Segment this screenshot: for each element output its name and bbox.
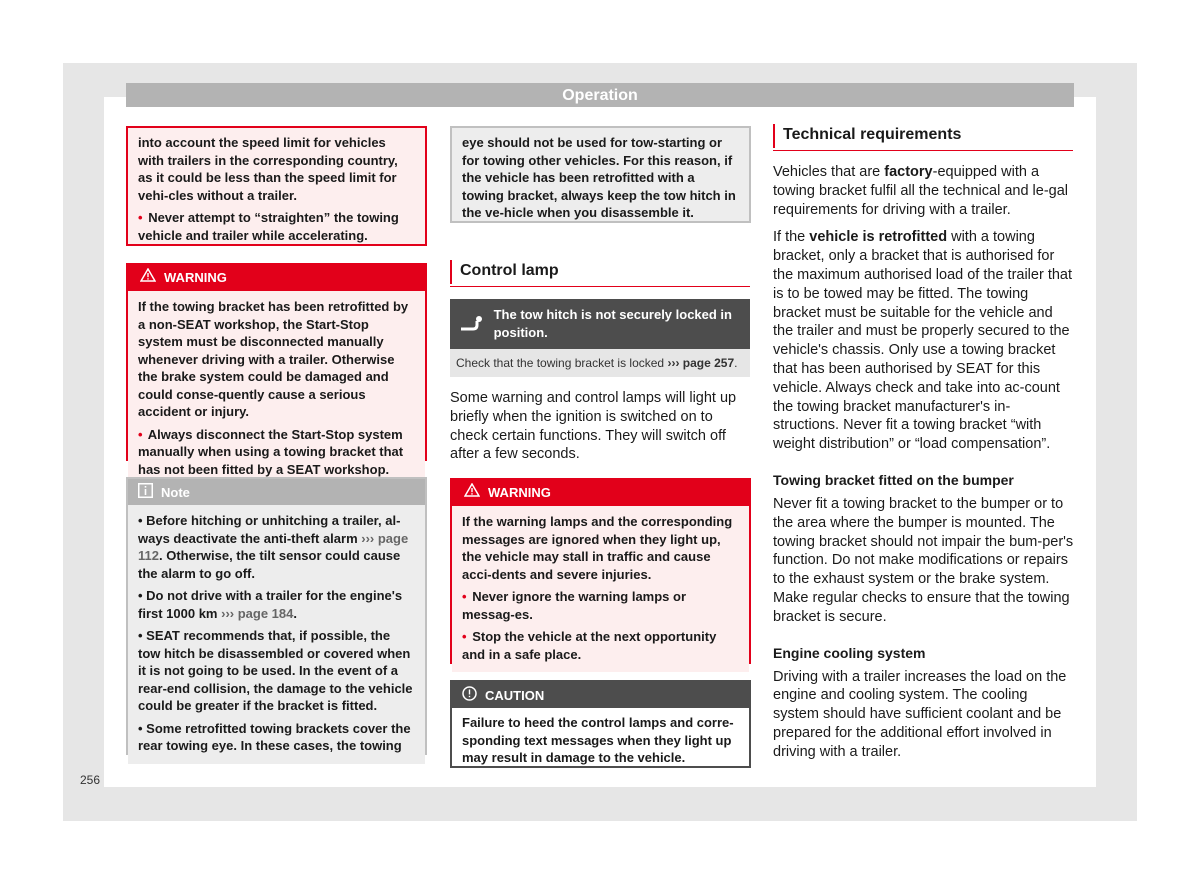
control-lamp-section <box>450 260 750 287</box>
lamp-row <box>450 299 750 349</box>
caution-circle-icon <box>462 686 477 704</box>
bullet-icon: • <box>462 589 467 604</box>
warning-bullet: • Never attempt to “straighten” the towing vehicle and trailer while accelerating. <box>138 210 399 243</box>
warning-continued-text: into account the speed limit for vehicles with trailers in the corresponding country, as it could be less than the speed limit for vehi-cles without a trailer. <box>138 135 398 203</box>
lamp-action-row: Check that the towing bracket is locked ››› page 257. <box>450 349 750 377</box>
section-rule <box>450 286 750 287</box>
warning-bullet: • Always disconnect the Start-Stop system manually when using a towing bracket that has not been fitted by a SEAT workshop. <box>138 426 404 477</box>
body-paragraph: Some warning and control lamps will light up briefly when the ignition is switched on to check certain functions. They will switch off after a few seconds. <box>450 390 737 463</box>
warning-triangle-icon <box>140 265 156 291</box>
tow-hitch-lamp-icon <box>450 315 494 333</box>
caution-title: CAUTION <box>485 687 545 703</box>
continued-warning-box <box>126 126 427 246</box>
note-box <box>126 477 427 755</box>
note-bullet: • SEAT recommends that, if possible, the tow hitch be disassembled or covered when it is not going to be used. In the event of a rear-end collision, the damage to the vehicle could be greater if the bracket is fitted. <box>138 628 413 713</box>
page-link[interactable]: ››› page 184 <box>221 605 294 621</box>
chapter-header: Operation <box>126 83 1074 107</box>
warning-box <box>450 478 751 664</box>
body-paragraph: Driving with a trailer increases the load on the engine and cooling system. The cooling system should have sufficient coolant and be prepared for the additional effort involved in driving with a trailer. <box>773 668 1067 760</box>
info-icon <box>138 483 153 501</box>
warning-header <box>452 480 749 506</box>
bullet-icon: • <box>462 629 467 644</box>
body-paragraph: Never fit a towing bracket to the bumper or to the area where the bumper is mounted. The towing bracket should not impair the bum-per's function. Do not make modifications or repairs to the exhaust system or the brake system. Make regular checks to ensure that the towing bracket is secure. <box>773 495 1074 625</box>
page-number: 256 <box>80 773 101 787</box>
continued-note-box <box>450 126 751 223</box>
section-rule <box>773 150 1073 151</box>
note-bullet: • Before hitching or unhitching a trailer, al-ways deactivate the anti-theft alarm ››› page 112. Otherwise, the tilt sensor could cause the alarm to go off. <box>138 513 409 581</box>
caution-header <box>452 682 749 708</box>
note-title: Note <box>161 484 190 500</box>
warning-bullet: • Stop the vehicle at the next opportunity and in a safe place. <box>462 629 717 662</box>
warning-box <box>126 263 427 477</box>
caution-text: Failure to heed the control lamps and corre-sponding text messages when they light up may result in damage to the vehicle. <box>462 715 734 765</box>
subheading: Towing bracket fitted on the bumper <box>773 471 1014 488</box>
warning-text: If the towing bracket has been retrofitted by a non-SEAT workshop, the Start-Stop system must be disconnected manually whenever driving with a trailer. Otherwise the brake system could be damaged and could conse-quently cause a serious accident or injury. <box>138 299 409 419</box>
warning-text: If the warning lamps and the corresponding messages are ignored when they light up, the vehicle may stall in traffic and cause acci-dents and severe injuries. <box>462 514 733 582</box>
caution-box <box>450 680 751 768</box>
warning-header <box>128 265 425 291</box>
technical-requirements-section <box>773 124 1073 151</box>
page-link[interactable]: ››› page 112 <box>138 530 409 563</box>
note-header <box>128 479 425 505</box>
warning-title: WARNING <box>164 270 227 285</box>
body-paragraph: Vehicles that are factory-equipped with a towing bracket fulfil all the technical and le-gal requirements for driving with a trailer. <box>773 164 1068 218</box>
section-title: Technical requirements <box>773 124 1073 148</box>
note-continued-text: eye should not be used for tow-starting or for towing other vehicles. For this reason, if the vehicle has been retrofitted with a towing bracket, always keep the tow hitch in the ve-hicle when you disassemble it. <box>462 135 736 220</box>
section-title: Control lamp <box>450 260 750 284</box>
bullet-icon: • <box>138 210 143 225</box>
technical-requirements-body <box>773 163 1076 762</box>
warning-bullet: • Never ignore the warning lamps or messag-es. <box>462 589 687 622</box>
note-bullet: • Do not drive with a trailer for the engine's first 1000 km ››› page 184. <box>138 588 403 621</box>
subheading: Engine cooling system <box>773 644 926 661</box>
lamp-message: The tow hitch is not securely locked in position. <box>493 307 732 340</box>
note-bullet: • Some retrofitted towing brackets cover the rear towing eye. In these cases, the towing <box>138 720 411 753</box>
warning-triangle-icon <box>464 480 480 506</box>
page-link[interactable]: ››› page 257 <box>667 356 735 370</box>
bullet-icon: • <box>138 426 143 442</box>
body-paragraph: If the vehicle is retrofitted with a towing bracket, only a bracket that is authorised for the maximum authorised load of the trailer that is to be towed may be fitted. The towing bracket must be suitable for the vehicle and the trailer and must be properly secured to the vehicle's chassis. Only use a towing bracket that has been authorised by SEAT for this vehicle. Always check and take into ac-count the towing bracket manufacturer's in-structions. Never fit a towing bracket “with weight distribution” or “load compensation”. <box>773 229 1073 453</box>
warning-title: WARNING <box>488 485 551 500</box>
